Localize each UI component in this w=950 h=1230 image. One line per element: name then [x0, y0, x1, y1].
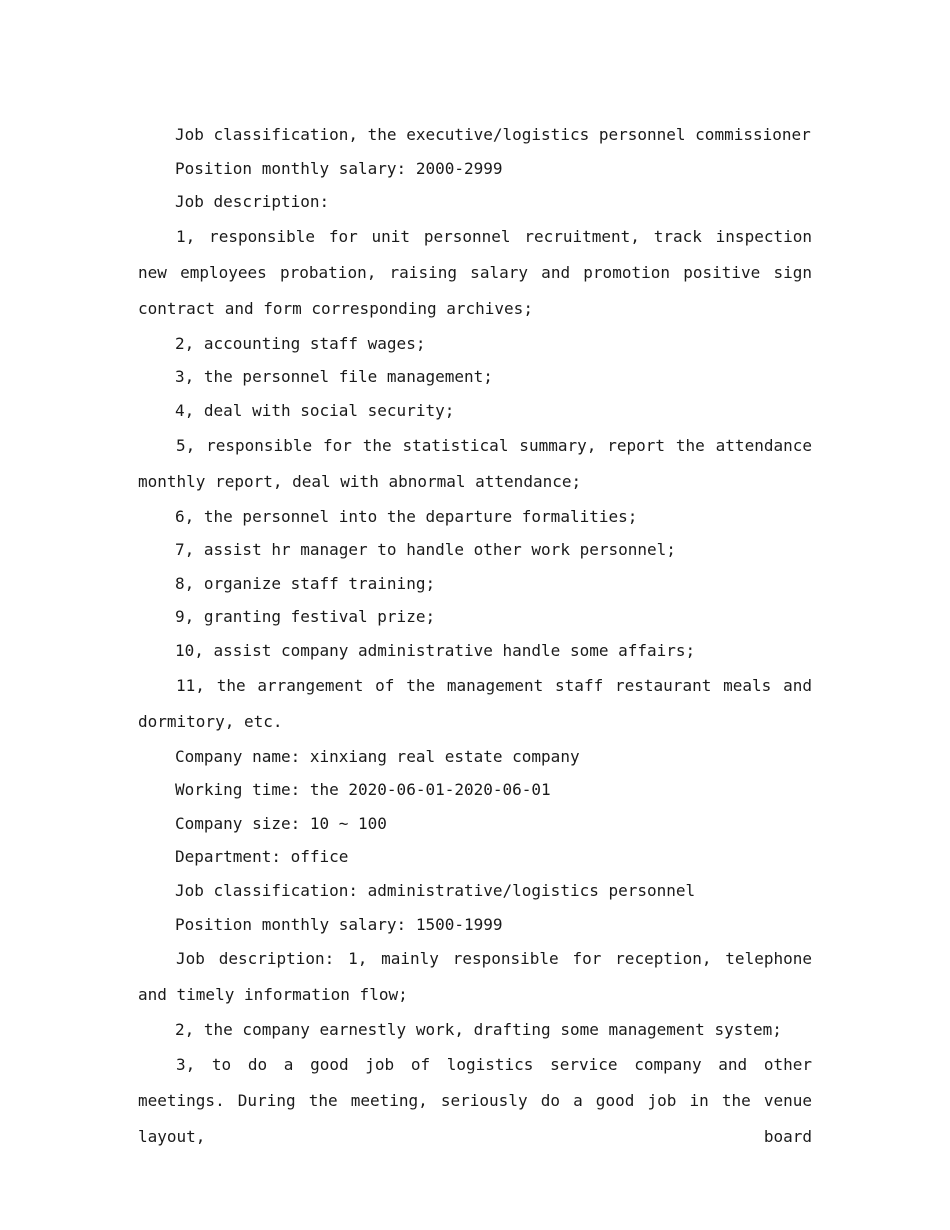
duty-item: 3, the personnel file management;: [175, 367, 493, 387]
duty-item: 10, assist company administrative handle some affairs;: [175, 640, 696, 660]
duty-item: 5, responsible for the statistical summary, report the attendance monthly report, deal with abnormal attendance;: [138, 435, 812, 491]
duty-item: 7, assist hr manager to handle other work personnel;: [175, 540, 676, 560]
company-size-line: Company size: 10 ~ 100: [175, 813, 387, 833]
duty-item: 6, the personnel into the departure formalities;: [175, 506, 638, 526]
job-classification-line: Job classification, the executive/logistics personnel commissioner: [175, 125, 811, 144]
duty-item: 4, deal with social security;: [175, 400, 455, 420]
job-description-paragraph: Job description: 1, mainly responsible for reception, telephone and timely information flow;: [138, 949, 812, 1005]
job-classification-line: Job classification: administrative/logistics personnel: [175, 880, 696, 900]
duty-item: 9, granting festival prize;: [175, 607, 436, 627]
duty-item: 1, responsible for unit personnel recruitment, track inspection new employees probation, raising salary and promotion positive sign contract and form corresponding archives;: [138, 226, 812, 318]
job-description-heading: Job description:: [175, 192, 330, 212]
duty-item: 2, the company earnestly work, drafting some management system;: [175, 1020, 782, 1040]
salary-line: Position monthly salary: 1500-1999: [175, 914, 503, 934]
duty-item: 11, the arrangement of the management staff restaurant meals and dormitory, etc.: [138, 675, 812, 731]
salary-line: Position monthly salary: 2000-2999: [175, 158, 503, 178]
department-line: Department: office: [175, 847, 349, 867]
duty-item: 3, to do a good job of logistics service company and other meetings. During the meeting, seriously do a good job in the venue layout, board: [138, 1054, 812, 1146]
duty-item: 8, organize staff training;: [175, 573, 436, 593]
company-name-line: Company name: xinxiang real estate company: [175, 746, 580, 766]
document-body: [138, 118, 812, 1155]
working-time-line: Working time: the 2020-06-01-2020-06-01: [175, 780, 551, 800]
duty-item: 2, accounting staff wages;: [175, 333, 426, 353]
